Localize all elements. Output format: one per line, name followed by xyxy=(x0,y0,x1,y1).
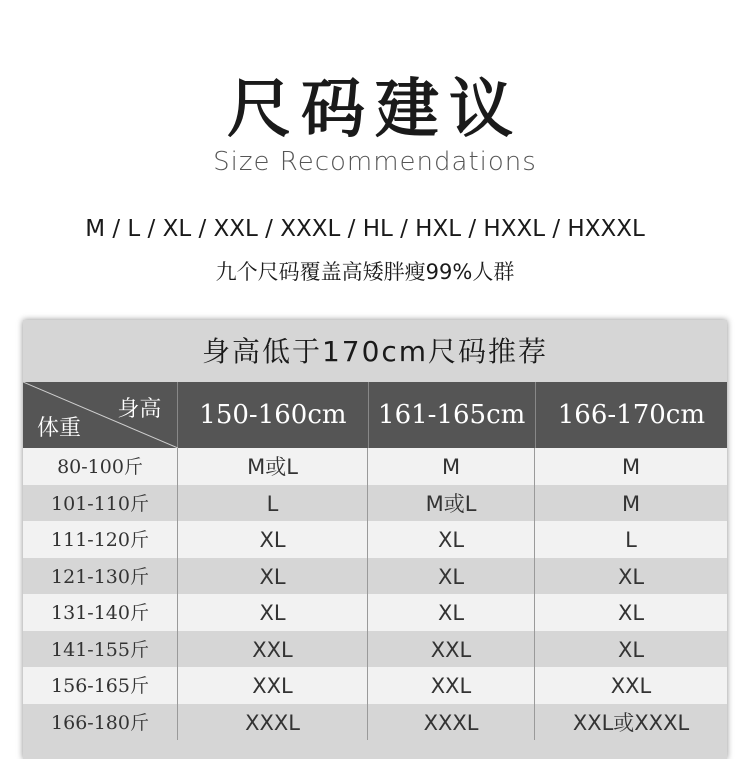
size-cell: XL xyxy=(368,558,535,595)
size-cell: M xyxy=(368,448,535,485)
height-column-header: 161-165cm xyxy=(369,382,536,448)
table-row xyxy=(23,521,727,558)
table-row xyxy=(23,704,727,741)
table-row xyxy=(23,594,727,631)
corner-cell xyxy=(23,382,178,448)
weight-cell: 141-155斤 xyxy=(23,631,178,668)
size-cell: XXL xyxy=(610,674,652,698)
size-cell: XL xyxy=(178,521,368,558)
size-cell: XL xyxy=(617,564,645,589)
height-column-header: 166-170cm xyxy=(536,382,727,448)
size-cell: XL xyxy=(368,521,535,558)
size-cell: L xyxy=(625,528,637,552)
size-cell: XXL或XXXL xyxy=(572,710,690,735)
size-cell: XL xyxy=(178,594,368,631)
weight-cell: 101-110斤 xyxy=(23,485,178,522)
size-cell: XXXL xyxy=(368,704,535,741)
weight-cell: 121-130斤 xyxy=(23,558,178,595)
weight-cell: 156-165斤 xyxy=(23,667,178,704)
table-row xyxy=(23,558,727,595)
table-header-row xyxy=(23,382,727,448)
size-cell: XXXL xyxy=(178,704,368,741)
table-title: 身高低于170cm尺码推荐 xyxy=(201,335,549,368)
page-subtitle: Size Recommendations xyxy=(213,147,537,177)
size-cell: M xyxy=(621,455,641,479)
table-row xyxy=(23,631,727,668)
size-cell: M或L xyxy=(368,485,535,522)
corner-height-label: 身高 xyxy=(117,397,162,422)
size-cell: XL xyxy=(617,637,645,662)
size-cell: M xyxy=(621,491,641,516)
tagline: 九个尺码覆盖高矮胖瘦99%人群 xyxy=(215,260,515,284)
size-cell: XL xyxy=(617,601,645,625)
size-cell: XXL xyxy=(368,667,535,704)
weight-cell: 166-180斤 xyxy=(23,704,178,741)
size-cell: L xyxy=(178,485,368,522)
table-row xyxy=(23,667,727,704)
size-cell: XL xyxy=(368,594,535,631)
table-row xyxy=(23,485,727,522)
table-row xyxy=(23,448,727,485)
weight-cell: 80-100斤 xyxy=(23,448,178,485)
size-list: M / L / XL / XXL / XXXL / HL / HXL / HXXL / HXXXL xyxy=(85,216,645,242)
size-cell: XXL xyxy=(178,667,368,704)
size-cell: XXL xyxy=(178,631,368,668)
weight-cell: 131-140斤 xyxy=(23,594,178,631)
page-title: 尺码建议 xyxy=(227,73,523,147)
weight-cell: 111-120斤 xyxy=(23,521,178,558)
corner-weight-label: 体重 xyxy=(37,416,82,441)
size-table xyxy=(23,320,727,759)
size-cell: XXL xyxy=(368,631,535,668)
size-cell: XL xyxy=(178,558,368,595)
size-cell: M或L xyxy=(178,448,368,485)
height-column-header: 150-160cm xyxy=(178,382,368,448)
